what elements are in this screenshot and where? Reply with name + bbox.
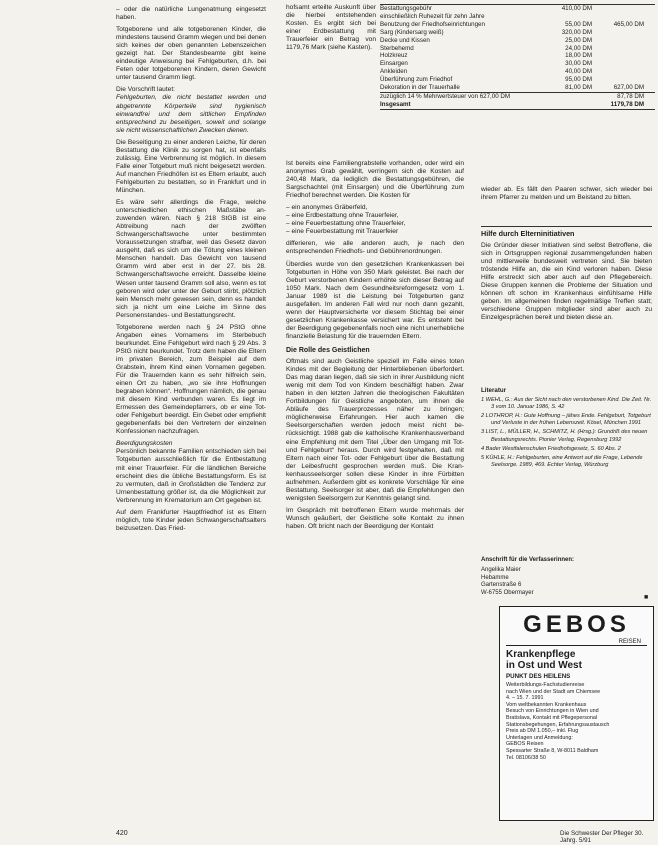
- paragraph: – oder die natürliche Lungenatmung eingesetzt haben.: [116, 6, 266, 22]
- literature-item: 1 WEHL, G.: Aus der Sicht nach den verstorbenen Kind. Die Zeit. Nr. 3 vom 10. Januar 1986, S. 42: [481, 397, 652, 411]
- list-item: – eine Erdbestattung ohne Trauerfeier,: [286, 212, 399, 220]
- cost-item-amount: 410,00 DM: [561, 5, 592, 12]
- cost-subtotal: [592, 37, 644, 45]
- cost-subtotal: [592, 13, 644, 21]
- cost-item-label: Dekoration in der Trauerhalle: [380, 84, 460, 92]
- cost-item-amount: 30,00 DM: [565, 60, 592, 68]
- ad-headline-line: Krankenpflege: [506, 649, 576, 660]
- table-row: [380, 52, 655, 60]
- address-line: Gartenstraße 6: [481, 582, 522, 589]
- paragraph: Auf dem Frankfurter Hauptfriedhof ist es Eltern möglich, tote Kinder jeden Schwangerschaftsalters beizusetzen. Das Fried-: [116, 508, 266, 532]
- box-title: Hilfe durch Elterninitiativen: [481, 229, 575, 238]
- table-row: [380, 60, 655, 68]
- paragraph: Die Beseitigung zu einer anderen Leiche, für deren Bestattung die Klinik zu sorgen hat, ist ebenfalls zulässig. Eine Verbrennung ist möglich. In diesem Falle einer Totgeburt muß nicht beigesetzt werden. Auf manchen Friedhöfen ist es Eltern erlaubt, auch Fehlgeburten zu bestatten, so in Frankfurt und in München.: [116, 138, 266, 194]
- ad-line: Unterlagen und Anmeldung:: [506, 734, 573, 741]
- table-rule: [380, 109, 655, 110]
- address-line: W-6755 Obermayer: [481, 589, 534, 596]
- ad-line: Besuch von Einrichtungen in Wien und: [506, 708, 599, 715]
- cost-item-label: Benutzung der Friedhofseinrichtungen: [380, 20, 485, 28]
- table-row: [380, 21, 655, 29]
- cost-subtotal: [592, 45, 644, 53]
- column-left: [116, 6, 266, 828]
- ad-line: Bratislava, Kontakt mit Pflegepersonal: [506, 714, 598, 721]
- paragraph: Persönlich bekannte Familien entschieden sich bei Totgeburten ausschließlich für die Entbestattung mit einer Trauerfeier. Für die ländlichen Bereiche erscheint dies die übliche Bestattungsform. Es ist zu vermuten, daß in Großstädten die Tendenz zur Urnenbestattung größer ist, da die Möglichkeit zur Verbrennung im Krematorium am Ort gegeben ist.: [116, 448, 266, 504]
- page-footer: Die Schwester Der Pfleger 30. Jahrg. 5/91: [560, 830, 644, 844]
- section-heading: Die Rolle des Geistlichen: [286, 346, 370, 354]
- paragraph: Totgeborene werden nach § 24 PStG ohne Angaben eines Vornamens im Sterbebuch beurkundet. Eine Fehlgeburt wird nach § 29 Abs. 3 PStG nicht beurkundet. Trotz dem haben die Eltern im privaten Bereich, zum Beispiel auf dem Grabstein, ihrem Kind einen Vornamen gegeben. Für die Trauernden kann es sehr hilfreich sein, einen Ort zu haben, „wo sie ihre Hoffnungen begraben können“. Hoffnungen nämlich, die genau mit diesem Kind verbunden waren. Es liegt im Ermessen des Gemeindepfarrers, ob er eine Tot- oder Fehlgeburt beerdigt. Ein Gebet oder empfiehlt gegebenenfalls bei den Vertretern der einzelnen Konfessionen nachzufragen.: [116, 323, 266, 436]
- literature-item: 4 Bader Westfalenschulen Friedhofsgesetz, S. 60 Abs. 2: [481, 445, 621, 452]
- paragraph: hofsamt erteilte Auskunft über die hierbei entstehenden Kosten. Es ergibt sich bei einer Erdbestattung mit Trauerfeier ein Betrag von 1179,76 Mark (siehe Kasten).: [286, 4, 376, 52]
- cost-subtotal: [592, 5, 644, 13]
- cost-item-amount: 95,00 DM: [565, 76, 592, 84]
- column-middle-top: [286, 4, 376, 56]
- cost-item-amount: 40,00 DM: [565, 68, 592, 76]
- address-line: Hebamme: [481, 574, 509, 581]
- list-item: – eine Feuerbestattung ohne Trauerfeier,: [286, 220, 406, 228]
- cost-item-amount: 25,00 DM: [565, 36, 592, 44]
- table-row: [380, 68, 655, 76]
- cost-subtotal: [592, 76, 644, 84]
- subheading: Beerdigungskosten: [116, 440, 173, 448]
- ad-line: Tel. 08106/38 50: [506, 754, 546, 761]
- column-middle: [286, 160, 464, 828]
- cost-item-label: Einsargen: [380, 60, 408, 68]
- cost-item-label: einschließlich Ruhezeit für zehn Jahre: [380, 12, 485, 20]
- literature-items: [481, 397, 652, 469]
- ad-line: GEBOS Reisen: [506, 741, 544, 748]
- cost-subtotal: [592, 52, 644, 60]
- table-row: [380, 5, 655, 13]
- literature-title: Literatur: [481, 387, 507, 394]
- cost-item-label: Ankleiden: [380, 68, 408, 76]
- table-row: [380, 13, 655, 21]
- ad-logo-subtitle: REISEN: [506, 639, 647, 646]
- paragraph: Die Vorschrift lautet:: [116, 86, 176, 94]
- list-item: – eine Feuerbestattung mit Trauerfeier: [286, 228, 399, 236]
- cost-item-label: Insgesamt: [380, 100, 411, 108]
- ad-line: Weiterbildungs-Fachstudienreise: [506, 682, 585, 688]
- literature-list: [481, 387, 652, 471]
- paragraph: Die Gründer dieser Initiativen sind selbst Betroffene, die sich in Ortsgruppen regional zusammengefunden haben und mittlerweile bundesweit vertreten sind. Sie bieten tröstende Hilfe an, die ein Kind verloren haben. Diese Hilfe erstreckt sich aber auch auf den Pflegebereich. Diese Gruppen kennen die Probleme der Situation und können oft schon im Krankenhaus einfühlsame Hilfe geben. Im allgemeinen finden regelmäßige Treffen statt; verschiedene Gruppen mitglieder sind aber auch zu Einzelgesprächen bereit und bieten diese an.: [481, 242, 652, 322]
- column-right-top: [481, 186, 652, 206]
- cost-table: [380, 4, 655, 156]
- table-row: [380, 84, 655, 92]
- paragraph: Überdies wurde von den gesetzlichen Krankenkassen bei Totgeburten in Höhe von 350 Mark geleistet. Bei nach der Geburt verstorbenen Kindern erhöhte sich dieser Betrag auf 1050 Mark. Nach dem Gesundheitsreformgesetz vom 1. Januar 1989 ist die Leistung bei Totgeburten ganz ausgefallen. Im anderen Fall wird nur noch dann gezahlt, wenn der Hauptversicherte vor diesem Stichtag bei einer gesetzlichen Krankenkasse versichert war. Es entsteht bei der Beerdigung gegebenenfalls noch eine nicht unerhebliche finanzielle Belastung für die trauernden Eltern.: [286, 260, 464, 340]
- corner-mark: ■: [644, 594, 649, 601]
- author-address: [481, 557, 652, 597]
- paragraph: Ist bereits eine Familiengrabstelle vorhanden, oder wird ein anonymes Grab gewählt, verringern sich die Kosten auf 240,48 Mark, da lediglich die Bestattungsgebühren, die Sargschachtel (mit Einsargen) und die Überführung zum Friedhof berechnet werden. Die Kosten für: [286, 160, 464, 200]
- paragraph: Im Gespräch mit betroffenen Eltern wurde mehrmals der Wunsch geäußert, der Geistliche solle Kontakt zu ihnen haben. Oft bricht nach der Beerdigung der Kontakt: [286, 506, 464, 530]
- table-row: [380, 29, 655, 37]
- ad-text: [500, 682, 653, 761]
- table-body: [380, 5, 655, 109]
- literature-item: 3 LIST, L., MÜLLER, H., SCHMITZ, H. (Hrsg.): Grundriß des neuen Bestattungsrechts. Pionier Verlag, Regensburg 1992: [481, 429, 648, 443]
- ad-headline: [500, 646, 653, 673]
- literature-item: 5 KÜHLE, H.: Fehlgeburten, eine Antwort auf die Frage, Lebende Seelsorge. 1989, 469. Echter Verlag, Würzburg: [481, 454, 643, 468]
- cost-item-amount: 18,00 DM: [565, 52, 592, 60]
- address-line: Angelika Maier: [481, 567, 521, 574]
- ad-line: nach Wien und der Stadt am Chiemsee: [506, 688, 601, 695]
- cost-item-label: Bestattungsgebühr: [380, 5, 432, 12]
- info-box: [481, 226, 652, 327]
- table-row: [380, 76, 655, 84]
- cost-item-amount: 81,00 DM: [565, 84, 592, 92]
- cost-item-label: zuzüglich 14 % Mehrwertsteuer von 627,00 DM: [380, 92, 511, 100]
- table-row: [380, 45, 655, 53]
- ad-subheadline: PUNKT DES HEILENS: [506, 673, 571, 680]
- ad-line: Stationsbegehungen, Erfahrungsaustausch: [506, 721, 610, 728]
- cost-subtotal: [592, 68, 644, 76]
- table-row: [380, 92, 655, 101]
- cost-subtotal: [592, 60, 644, 68]
- cost-item-amount: [540, 93, 592, 101]
- ad-logo: GEBOS: [523, 611, 630, 638]
- cost-item-amount: [540, 13, 592, 21]
- ad-line: Preis ab DM 1.050,– inkl. Flug: [506, 728, 579, 735]
- cost-item-amount: 320,00 DM: [561, 28, 592, 36]
- cost-item-label: Überführung zum Friedhof: [380, 76, 453, 84]
- cost-subtotal: 465,00 DM: [613, 20, 644, 28]
- cost-item-label: Sterbehemd: [380, 44, 414, 52]
- paragraph: Es wäre sehr allerdings die Frage, welche unterschiedlichen ethischen Maßstäbe anzuwenden wären. Nach § 218 StGB ist eine Abtreibung nach der zwölften Schwangerschaftswoche unter bestimmten Voraussetzungen strafbar, weil das Gesetz davon ausgeht, daß es sich um die Tötung eines kleinen Menschen handelt. Das Gewicht von tausend Gramm wird aber erst in der 27. bis 28. Schwangerschaftswoche erreicht. Dasselbe kleine Wesen unter tausend Gramm soll also, wenn es tot geboren wird oder unter der Geburt stirbt, plötzlich kein Mensch mehr gewesen sein, denn es handelt sich ja nicht um eine Leiche im Sinne des Personenstandes- und Bestattungsrecht.: [116, 199, 266, 319]
- ad-headline-line: in Ost und West: [506, 660, 582, 671]
- table-row: [380, 37, 655, 45]
- cost-subtotal: [592, 29, 644, 37]
- ad-line: 4. – 15. 7. 1991: [506, 695, 544, 702]
- cost-item-amount: [540, 101, 592, 109]
- ad-line: Vom weltbekannten Krankenhaus: [506, 701, 587, 708]
- page-number: 420: [116, 830, 128, 837]
- cost-item-label: Decke und Kissen: [380, 36, 430, 44]
- cost-subtotal: 1179,78 DM: [610, 100, 644, 108]
- literature-item: 2 LOTHROP, H.: Gute Hoffnung – jähes Ende. Fehlgeburt, Totgeburt und Verluste in der frühen Lebenszeit. Kösel, München 1991: [481, 413, 651, 427]
- ad-line: Spessarter Straße 8, W-8011 Baldham: [506, 747, 599, 754]
- cost-item-amount: 55,00 DM: [565, 20, 592, 28]
- paragraph: differieren, wie alle anderen auch, je nach den entsprechenden Friedhofs- und Gebührenordnungen.: [286, 240, 464, 256]
- address-lines: [481, 567, 652, 597]
- paragraph: Oftmals sind auch Geistliche speziell im Falle eines toten Kindes mit der Begleitung der Hinterbliebenen überfordert. Das mag daran liegen, daß sie sich in ihrer Ausbildung nicht wenig mit dem Tod von Kindern beschäftigt haben. Zwar haben in den letzten Jahren die theologischen Fakultäten Fortbildungen für Geistliche angeboten, um ihnen die Abläufe des Trauerprozesses näher zu bringen; möglicherweise Erfahrungen. Hier auch kamen die Seelsorgerschaften werden jedoch meist nicht berücksichtigt. 1988 gab die katholische Krankenhausverband eine Empfehlung mit dem Titel „Über den Umgang mit Tot- und Fehlgeburt“ heraus. Durch wird festgehalten, daß mit Eltern nach einer Tot- oder Fehlgeburt über die Bestattung der Leibesfrucht gesprochen werden muß. Die Krankenhausseelsorger sollen diese Kinder in ihre Fürbitten aufnehmen. Außerdem gibt es konkrete Vorschläge für eine Bestattung. Seelsorger ist aber, daß die Empfehlungen den wenigsten Seelsorgern zur Kenntnis gelangt sind.: [286, 358, 464, 502]
- paragraph: Totgeborene und alle totgeborenen Kinder, die mindestens tausend Gramm wiegen und bei denen sich keines der oben genannten Lebenszeichen gezeigt hat. Der Standesbeamte gibt keine eindeutige Anweisung bei Fehlgeburten, d.h. bei Feten oder totgeborenen Kindern, deren Gewicht unter tausend Gramm liegt.: [116, 26, 266, 82]
- quote-paragraph: Fehlgeburten, die nicht bestattet werden und abgetrennte Körperteile sind hygienisch einwandfrei und dem sittlichen Empfinden entsprechend zu beseitigen, soweit und solange sie nicht wissenschaftlichen Zwecken dienen.: [116, 94, 266, 134]
- cost-subtotal: 627,00 DM: [613, 84, 644, 92]
- cost-subtotal: 87,78 DM: [617, 92, 644, 100]
- list-item: – ein anonymes Gräberfeld,: [286, 204, 368, 212]
- paragraph: wieder ab. Es fällt den Paaren schwer, sich wieder bei ihrem Pfarrer zu melden und um Beistand zu bitten.: [481, 186, 652, 202]
- cost-item-label: Holzkreuz: [380, 52, 408, 60]
- cost-item-amount: 24,00 DM: [565, 44, 592, 52]
- address-title: Anschrift für die Verfasserinnen:: [481, 557, 575, 563]
- table-row: [380, 101, 655, 109]
- cost-item-label: Sarg (Kindersarg weiß): [380, 28, 444, 36]
- advertisement: [499, 606, 654, 821]
